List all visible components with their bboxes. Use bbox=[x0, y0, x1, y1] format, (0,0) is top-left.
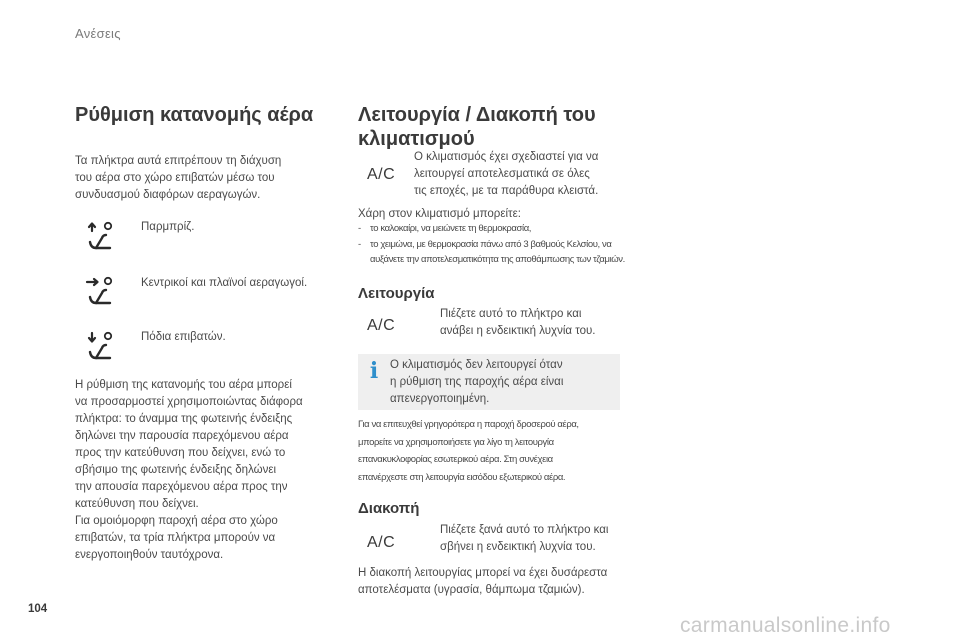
ac-on-off-heading: Λειτουργία / Διακοπή του κλιματισμού bbox=[358, 104, 596, 150]
operation-instruction: Πιέζετε αυτό το πλήκτρο και ανάβει η ενδεικτική λυχνία του. bbox=[418, 306, 596, 340]
operation-heading: Λειτουργία bbox=[358, 285, 435, 302]
air-distribution-body: Η ρύθμιση της κατανομής του αέρα μπορεί να προσαρμοστεί χρησιμοποιώντας διάφορα πλήκτρα: το άναμμα της φωτεινής ένδειξης δηλώνει την παρουσία παρεχόμενου αέρα προς την κατεύθυνση που δείχνει, ενώ το σβήσιμο της φωτεινής ένδειξης δηλώνει την απουσία παρεχόμενου αέρα προς την κατεύθυνση που δείχνει. Για ομοιόμορφη παροχή αέρα στο χώρο επιβατών, τα τρία πλήκτρα μπορούν να ενεργοποιηθούν ταυτόχρονα. bbox=[75, 379, 303, 561]
info-icon: i bbox=[369, 358, 379, 384]
bullet-icon bbox=[418, 306, 440, 340]
recirculation-tip: Για να επιτευχθεί γρηγορότερα η παροχή δροσερού αέρα, μπορείτε να χρησιμοποιήσετε για λίγο τη λειτουργία επανακυκλοφορίας εσωτερικού αέρα. Στη συνέχεια επανέρχεστε στη λειτουργία εισόδου εξωτερικού αέρα. bbox=[358, 419, 579, 483]
ac-button-label: A/C bbox=[367, 317, 396, 334]
center-side-vents-label: Κεντρικοί και πλαϊνοί αεραγωγοί. bbox=[141, 277, 308, 289]
stop-note: Η διακοπή λειτουργίας μπορεί να έχει δυσάρεστα αποτελέσματα (υγρασία, θάμπωμα τζαμιών). bbox=[358, 567, 608, 596]
center-side-vents-airflow-icon bbox=[82, 275, 118, 307]
windscreen-label: Παρμπρίζ. bbox=[141, 221, 195, 233]
stop-instruction: Πιέζετε ξανά αυτό το πλήκτρο και σβήνει η ενδεικτική λυχνία του. bbox=[418, 522, 609, 556]
ac-button-label: A/C bbox=[367, 166, 396, 183]
ac-intro: Ο κλιματισμός έχει σχεδιαστεί για να λειτουργεί αποτελεσματικά σε όλες τις εποχές, με τα παράθυρα κλειστά. bbox=[414, 151, 599, 197]
footwell-airflow-icon bbox=[82, 330, 118, 362]
list-item: - το καλοκαίρι, να μειώνετε τη θερμοκρασία, bbox=[358, 223, 532, 234]
windscreen-airflow-icon bbox=[82, 220, 118, 252]
ac-button-label: A/C bbox=[367, 534, 396, 551]
ac-benefits-list bbox=[358, 221, 625, 268]
air-distribution-heading: Ρύθμιση κατανομής αέρα bbox=[75, 104, 314, 126]
ac-benefits-intro: Χάρη στον κλιματισμό μπορείτε: bbox=[358, 208, 521, 220]
bullet-icon bbox=[418, 522, 440, 556]
page-number: 104 bbox=[28, 603, 48, 615]
list-item: - το χειμώνα, με θερμοκρασία πάνω από 3 βαθμούς Κελσίου, να αυξάνετε την αποτελεσματικότητα της αποθάμπωσης των τζαμιών. bbox=[358, 238, 625, 265]
info-text: Ο κλιματισμός δεν λειτουργεί όταν η ρύθμιση της παροχής αέρα είναι απενεργοποιημένη. bbox=[390, 359, 564, 405]
footwell-label: Πόδια επιβατών. bbox=[141, 331, 226, 343]
section-title: Ανέσεις bbox=[75, 26, 121, 41]
air-distribution-intro: Τα πλήκτρα αυτά επιτρέπουν τη διάχυση του αέρα στο χώρο επιβατών μέσω του συνδυασμού διαφόρων αεραγωγών. bbox=[75, 155, 282, 201]
watermark: carmanualsonline.info bbox=[680, 614, 891, 637]
stop-heading: Διακοπή bbox=[358, 500, 420, 517]
